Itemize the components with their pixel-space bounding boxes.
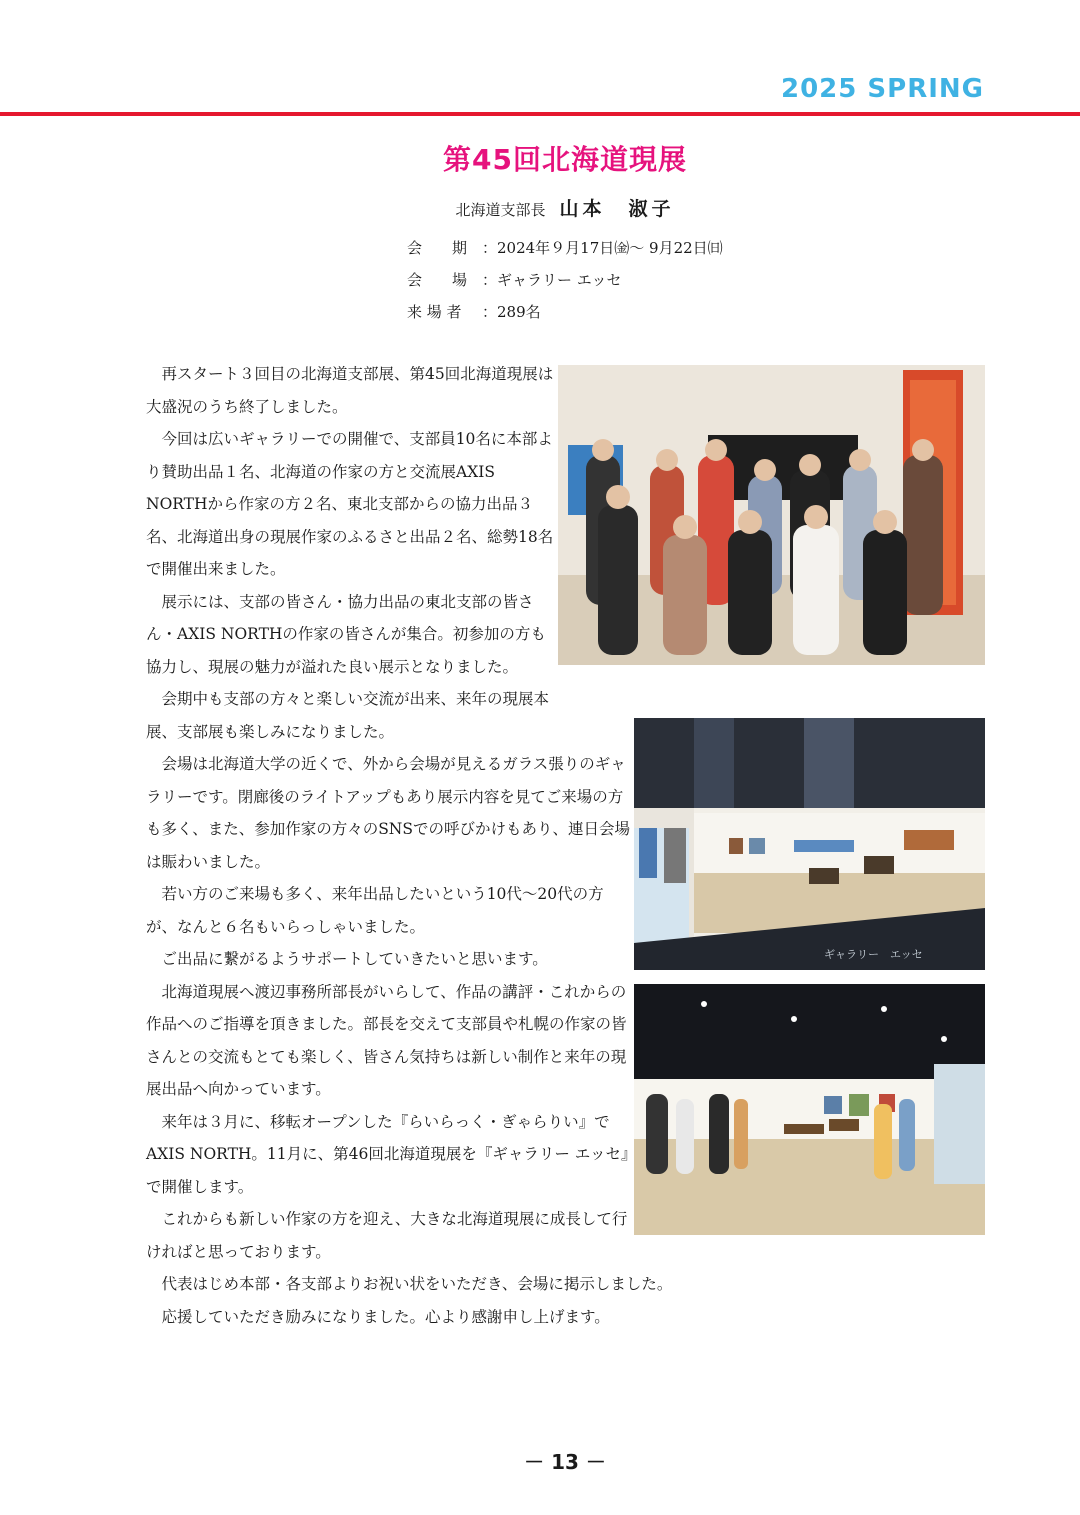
venue-sign: ギャラリー エッセ — [824, 948, 923, 961]
author-name: 山本 淑子 — [559, 198, 675, 220]
paragraph: 会場は北海道大学の近くで、外から会場が見えるガラス張りのギャラリーです。閉廊後のライトアップもあり展示内容を見てご来場の方も多く、また、参加作家の方々のSNSでの呼びかけもあり、連日会場は賑わいました。 — [146, 755, 630, 871]
group-photo — [558, 365, 985, 665]
info-value: ：2024年９月17日㈮～ 9月22日㈰ — [482, 239, 723, 257]
article-title: 第45回北海道現展 — [443, 143, 687, 176]
info-row-period — [407, 232, 723, 264]
paragraph: 今回は広いギャラリーでの開催で、支部員10名に本部より賛助出品１名、北海道の作家の方と交流展AXIS NORTHから作家の方２名、東北支部からの協力出品３名、北海道出身の現展作家のふるさと出品２名、総勢18名で開催出来ました。 — [146, 430, 554, 578]
paragraph: 応援していただき励みになりました。心より感謝申し上げます。 — [161, 1307, 610, 1326]
issue-label: 2025 SPRING — [781, 74, 984, 104]
gallery-exterior-photo — [634, 718, 985, 970]
info-value: ：289名 — [482, 303, 541, 321]
event-info — [407, 232, 723, 328]
paragraph: 来年は３月に、移転オープンした『らいらっく・ぎゃらりい』でAXIS NORTH。11月に、第46回北海道現展を『ギャラリー エッセ』で開催します。 — [146, 1112, 629, 1196]
paragraph: 再スタート３回目の北海道支部展、第45回北海道現展は大盛況のうち終了しました。 — [146, 365, 554, 416]
paragraph: 若い方のご来場も多く、来年出品したいという10代～20代の方が、なんと６名もいらっしゃいました。 — [146, 885, 604, 936]
gallery-interior-photo — [634, 984, 985, 1235]
author-line — [0, 194, 1080, 221]
paragraph: ご出品に繋がるようサポートしていきたいと思います。 — [161, 950, 548, 968]
info-label: 会 場 — [407, 271, 468, 289]
paragraph: これからも新しい作家の方を迎え、大きな北海道現展に成長して行ければと思っております。 — [146, 1210, 628, 1261]
page-number: － 13 － — [524, 1450, 606, 1474]
paragraph: 展示には、支部の皆さん・協力出品の東北支部の皆さん・AXIS NORTHの作家の皆さんが集合。初参加の方も協力し、現展の魅力が溢れた良い展示となりました。 — [146, 592, 546, 676]
info-row-visitors — [407, 296, 723, 328]
info-label: 会 期 — [407, 239, 468, 257]
info-row-venue — [407, 264, 723, 296]
header-rule — [0, 112, 1080, 116]
info-value: ：ギャラリー エッセ — [482, 271, 622, 289]
paragraph: 代表はじめ本部・各支部よりお祝い状をいただき、会場に掲示しました。 — [161, 1275, 673, 1293]
paragraph: 北海道現展へ渡辺事務所部長がいらして、作品の講評・これからの作品へのご指導を頂きました。部長を交えて支部員や札幌の作家の皆さんとの交流もとても楽しく、皆さん気持ちは新しい制作と来年の現展出品へ向かっています。 — [146, 982, 627, 1098]
author-role: 北海道支部長 — [455, 201, 546, 219]
paragraph: 会期中も支部の方々と楽しい交流が出来、来年の現展本展、支部展も楽しみになりました。 — [146, 690, 550, 741]
info-label: 来 場 者 — [407, 303, 462, 321]
